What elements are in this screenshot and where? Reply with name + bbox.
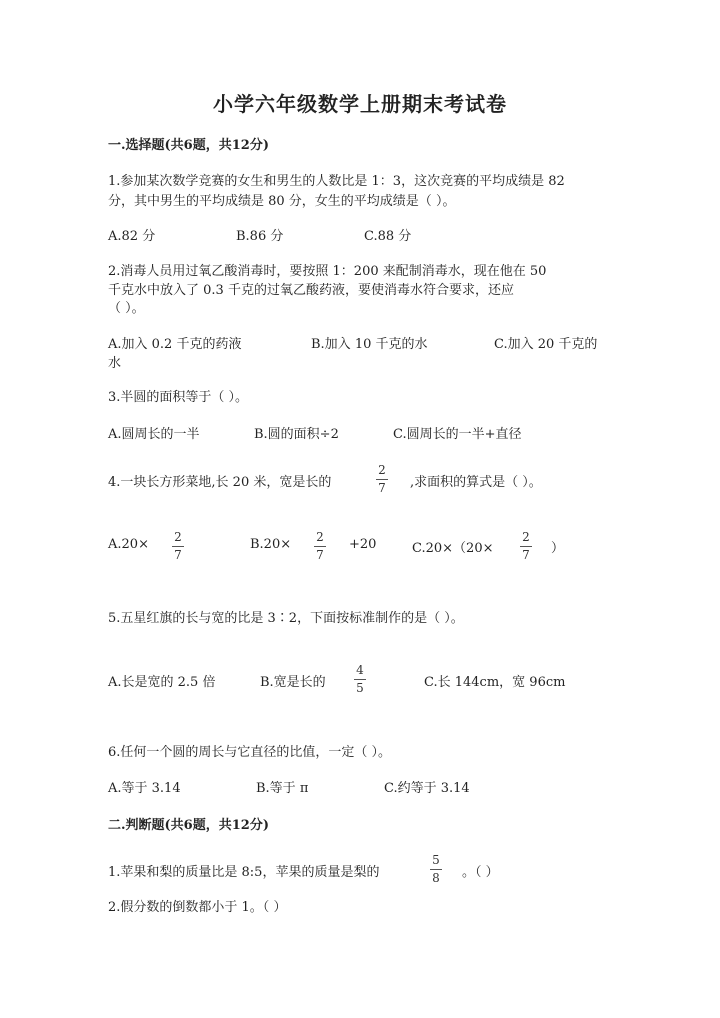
fraction-bar: [376, 479, 388, 480]
fraction-denominator: 7: [316, 548, 324, 562]
question-2-line-2: 千克水中放入了 0.3 千克的过氧乙酸药液，要使消毒水符合要求，还应: [108, 283, 514, 298]
question-1-option-c: C.88 分: [364, 229, 412, 244]
question-1-line-1: 1.参加某次数学竞赛的女生和男生的人数比是 1：3，这次竞赛的平均成绩是 82: [108, 174, 565, 189]
fraction-numerator: 2: [522, 530, 530, 544]
question-4-option-b: B.20×: [250, 537, 292, 552]
fraction-numerator: 2: [378, 463, 386, 477]
question-6-line-1: 6.任何一个圆的周长与它直径的比值，一定（ ）。: [108, 745, 392, 760]
question-5-option-c: C.长 144cm，宽 96cm: [424, 675, 566, 690]
fraction-bar: [430, 869, 442, 870]
judgement-1-prefix: 1.苹果和梨的质量比是 8:5，苹果的质量是梨的: [108, 865, 380, 880]
question-3-option-c: C.圆周长的一半+直径: [393, 427, 522, 442]
question-4-option-a: A.20×: [108, 537, 149, 552]
fraction-bar: [354, 679, 366, 680]
question-6-option-b: B.等于 π: [256, 781, 309, 796]
question-5-line-1: 5.五星红旗的长与宽的比是 3∶2，下面按标准制作的是（ ）。: [108, 611, 464, 626]
question-2-option-c-wrap: 水: [108, 356, 122, 371]
fraction-bar: [314, 546, 326, 547]
section-heading-choice: 一.选择题(共6题，共12分): [108, 138, 269, 153]
fraction-denominator: 7: [522, 548, 530, 562]
fraction-numerator: 4: [356, 663, 364, 677]
question-5-option-b: B.宽是长的: [260, 675, 326, 690]
question-3-option-b: B.圆的面积÷2: [254, 427, 339, 442]
question-1-option-a: A.82 分: [108, 229, 156, 244]
question-5-option-a: A.长是宽的 2.5 倍: [108, 675, 216, 690]
question-6-option-a: A.等于 3.14: [108, 781, 181, 796]
judgement-1-fraction: [430, 854, 442, 885]
question-1-option-b: B.86 分: [236, 229, 284, 244]
judgement-2-line-1: 2.假分数的倒数都小于 1。（ ）: [108, 900, 287, 915]
question-4-option-c-fraction: [520, 531, 532, 562]
question-2-line-1: 2.消毒人员用过氧乙酸消毒时，要按照 1：200 来配制消毒水，现在他在 50: [108, 264, 547, 279]
fraction-denominator: 8: [432, 871, 440, 885]
question-2-option-c: C.加入 20 千克的: [494, 337, 598, 352]
question-3-option-a: A.圆周长的一半: [108, 427, 200, 442]
question-4-option-c: C.20×（20×: [412, 541, 494, 556]
question-2-option-b: B.加入 10 千克的水: [311, 337, 428, 352]
question-6-option-c: C.约等于 3.14: [384, 781, 470, 796]
page-title: 小学六年级数学上册期末考试卷: [213, 92, 507, 116]
question-4-suffix: ,求面积的算式是（ ）。: [410, 475, 542, 490]
fraction-numerator: 2: [316, 530, 324, 544]
question-1-line-2: 分，其中男生的平均成绩是 80 分，女生的平均成绩是（ ）。: [108, 194, 456, 209]
fraction-denominator: 7: [174, 548, 182, 562]
question-2-option-a: A.加入 0.2 千克的药液: [108, 337, 242, 352]
question-4-option-b-fraction: [314, 531, 326, 562]
question-5-option-b-fraction: [354, 664, 366, 695]
question-4-option-a-fraction: [172, 531, 184, 562]
fraction-denominator: 5: [356, 681, 364, 695]
fraction-denominator: 7: [378, 481, 386, 495]
question-4-prefix: 4.一块长方形菜地,长 20 米，宽是长的: [108, 475, 332, 490]
question-4-option-b-suffix: +20: [349, 537, 377, 552]
fraction-bar: [172, 546, 184, 547]
fraction-numerator: 5: [432, 853, 440, 867]
question-2-line-3: （ ）。: [108, 301, 145, 316]
fraction-bar: [520, 546, 532, 547]
question-3-line-1: 3.半圆的面积等于（ ）。: [108, 390, 249, 405]
section-heading-judgement: 二.判断题(共6题，共12分): [108, 818, 269, 833]
fraction-numerator: 2: [174, 530, 182, 544]
judgement-1-suffix: 。（ ）: [462, 865, 499, 880]
question-4-fraction: [376, 464, 388, 495]
question-4-option-c-suffix: ）: [551, 541, 565, 556]
